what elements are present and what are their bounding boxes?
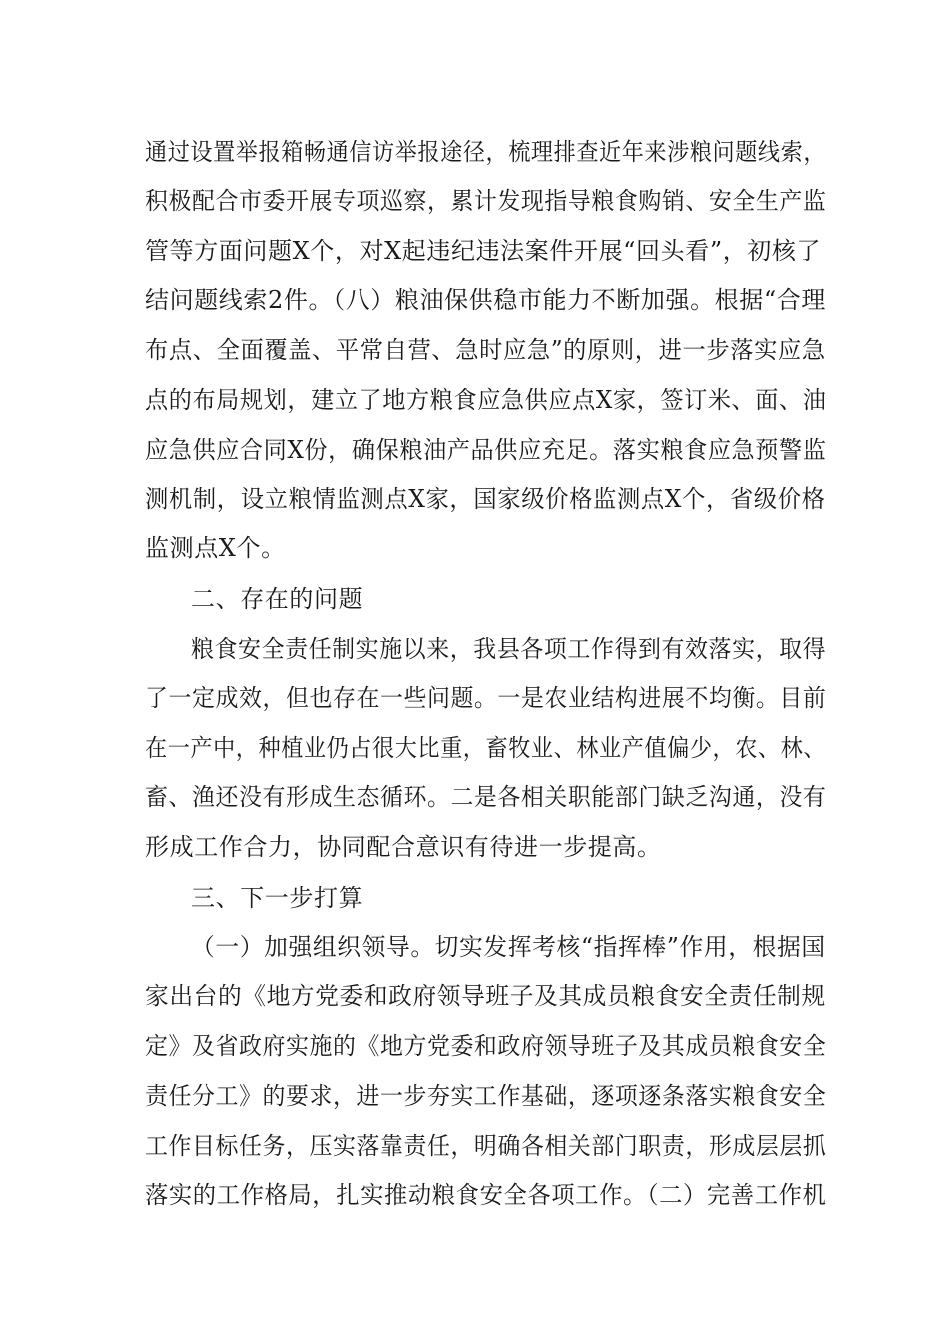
body-text-line: 责任分工》的要求，进一步夯实工作基础，逐项逐条落实粮食安全 [145,1082,827,1110]
body-text-line: 测机制，设立粮情监测点X家，国家级价格监测点X个，省级价格 [145,485,826,513]
body-text-line: 积极配合市委开展专项巡察，累计发现指导粮食购销、安全生产监 [145,187,827,215]
body-text-line: 了一定成效，但也存在一些问题。一是农业结构进展不均衡。目前 [145,684,827,712]
body-text-line: 粮食安全责任制实施以来，我县各项工作得到有效落实，取得 [191,635,827,663]
body-text-line: 落实的工作格局，扎实推动粮食安全各项工作。（二）完善工作机 [145,1181,827,1209]
body-text-line: 布点、全面覆盖、平常自营、急时应急”的原则，进一步落实应急 [145,336,826,364]
body-text-line: 在一产中，种植业仍占很大比重，畜牧业、林业产值偏少，农、林、 [145,734,827,762]
body-text-line: 应急供应合同X份，确保粮油产品供应充足。落实粮食应急预警监 [145,436,827,464]
body-text-line: 工作目标任务，压实落靠责任，明确各相关部门职责，形成层层抓 [145,1132,827,1160]
body-text-line: 结问题线索2件。（八）粮油保供稳市能力不断加强。根据“合理 [145,286,826,314]
body-text-line: 监测点X个。 [145,534,286,562]
body-text-line: 家出台的《地方党委和政府领导班子及其成员粮食安全责任制规 [145,982,826,1010]
body-text-line: 通过设置举报箱畅通信访举报途径，梳理排查近年来涉粮问题线索， [145,138,827,166]
section-heading: 二、存在的问题 [191,585,364,613]
body-text-line: 畜、渔还没有形成生态循环。二是各相关职能部门缺乏沟通，没有 [145,783,827,811]
section-heading: 三、下一步打算 [191,884,364,912]
body-text-line: （一）加强组织领导。切实发挥考核“指挥棒”作用，根据国 [191,933,826,961]
body-text-line: 定》及省政府实施的《地方党委和政府领导班子及其成员粮食安全 [145,1032,827,1060]
body-text-line: 形成工作合力，协同配合意识有待进一步提高。 [145,833,662,861]
body-text-line: 管等方面问题X个，对X起违纪违法案件开展“回头看”，初核了 [145,237,822,265]
body-text-line: 点的布局规划，建立了地方粮食应急供应点X家，签订米、面、油 [145,386,827,414]
